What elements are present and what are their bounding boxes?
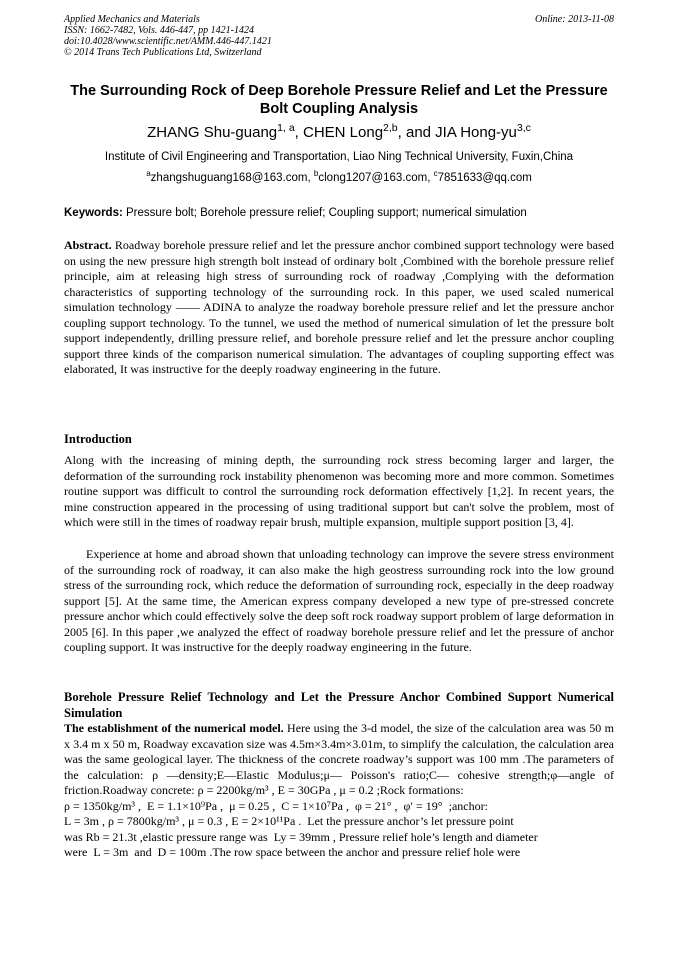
email-b-marker: b	[313, 169, 319, 179]
author-2: , CHEN Long	[294, 124, 384, 141]
issn: ISSN: 1662-7482, Vols. 446-447, pp 1421-1424	[64, 25, 254, 36]
copyright: © 2014 Trans Tech Publications Ltd, Switzerland	[64, 47, 262, 58]
intro-paragraph-1: Along with the increasing of mining depth, the surrounding rock stress becoming larger and larger, the deformation of the surrounding rock instability phenomenon was becoming more and more common. Sometimes routine support was difficult to control the surrounding rock deformation effectively [1,2]. In recent years, the mine construction appeared in the processing of using traditional support but can't solve the problem, most of which were still in the times of roadway repair brush, multiple expansion, multiple support position [3, 4].	[64, 453, 614, 529]
email-a: zhangshuguang168@163.com,	[150, 172, 314, 184]
keywords-text: Pressure bolt; Borehole pressure relief; Coupling support; numerical simulation	[122, 207, 527, 219]
paper-title: The Surrounding Rock of Deep Borehole Pressure Relief and Let the Pressure Bolt Coupling Analysis	[70, 83, 608, 117]
email-c-marker: c	[433, 169, 438, 179]
section-heading-simulation: Borehole Pressure Relief Technology and Let the Pressure Anchor Combined Support Numerical Simulation	[64, 690, 614, 720]
author-3: , and JIA Hong-yu	[397, 124, 517, 141]
author-2-affil: 2,b	[383, 122, 398, 134]
email-a-marker: a	[146, 169, 151, 179]
anchor-parameters-line: L = 3m , ρ = 7800kg/m³ , μ = 0.3 , E = 2×10¹¹Pa . Let the pressure anchor’s let pressure point	[64, 814, 514, 828]
abstract	[64, 238, 614, 378]
establish-text: Here using the 3-d model, the size of the calculation area was 50 m x 3.4 m x 50 m, Roadway excavation size was 4.5m×3.4m×3.01m, to simplify the calculation, the calculation area was the same geological layer. The thickness of the concrete roadway’s support was 100 mm .The parameters of the calculation: ρ —density;E—Elastic Modulus;μ— Poisson's ratio;C— cohesive strength;φ—angle of friction.Roadway concrete: ρ = 2200kg/m³ , E = 30GPa , μ = 0.2 ;Rock formations:	[64, 721, 614, 797]
author-1-affil: 1, a	[277, 122, 295, 134]
email-c: 7851633@qq.com	[437, 172, 532, 184]
establish-label: The establishment of the numerical model.	[64, 721, 284, 735]
abstract-label: Abstract.	[64, 238, 112, 252]
section-heading-introduction: Introduction	[64, 432, 132, 446]
online-date: Online: 2013-11-08	[535, 14, 614, 25]
journal-header	[64, 14, 272, 58]
keywords-label: Keywords:	[64, 207, 123, 219]
email-list	[64, 171, 614, 185]
doi: doi:10.4028/www.scientific.net/AMM.446-447.1421	[64, 36, 272, 47]
author-1: ZHANG Shu-guang	[147, 124, 278, 141]
keywords	[64, 206, 614, 220]
email-b: clong1207@163.com,	[318, 172, 434, 184]
author-3-affil: 3,c	[516, 122, 531, 134]
intro-paragraph-2: Experience at home and abroad shown that unloading technology can improve the severe stress environment of the surrounding rock of roadway, it can also make the high geostress surrounding rock into the low ground stress of the surrounding rock, which reduce the deformation of surrounding rock, especially in the deep roadway support [5]. At the same time, the American express company developed a new type of pre-stressed concrete pressure anchor which could effectively solve the deep soft rock roadway support problem of large deformation in 2005 [6]. In this paper ,we analyzed the effect of roadway borehole pressure relief and let the pressure of anchor coupling support. It was instructive for the deeply roadway engineering in the future.	[64, 547, 614, 654]
model-establishment-paragraph	[64, 721, 614, 861]
hole-parameters-line: were L = 3m and D = 100m .The row space between the anchor and pressure relief hole were	[64, 845, 521, 859]
abstract-text: Roadway borehole pressure relief and let the pressure anchor combined support technology were based on using the new pressure high strength bolt instead of ordinary bolt ,Combined with the borehole pressure relief principle, aim at releasing high stress of surrounding rock of roadway ,Complying with the deformation characteristics of supporting technology of the surrounding rock. In this paper, we used scaled numerical simulation technology —— ADINA to analyze the roadway borehole pressure relief and let the pressure anchor coupling support technology. To the tunnel, we used the method of numerical simulation of let the pressure bolt support independently, drilling pressure relief, and borehole pressure relief and let the pressure anchor coupling support three kinds of the comparison numerical simulation. The advantages of coupling supporting effect was elaborated, It was instructive for the deeply roadway engineering in the future.	[64, 238, 614, 376]
journal-name: Applied Mechanics and Materials	[64, 14, 200, 25]
author-list	[64, 124, 614, 142]
rock-parameters-line: ρ = 1350kg/m³ , E = 1.1×10⁹Pa , μ = 0.25 , C = 1×10⁷Pa , φ = 21° , φ′ = 19° ;anchor:	[64, 798, 488, 813]
affiliation: Institute of Civil Engineering and Transportation, Liao Ning Technical University, Fuxin,China	[104, 151, 574, 163]
pressure-point-line: was Rb = 21.3t ,elastic pressure range was Ly = 39mm , Pressure relief hole’s length and diameter	[64, 829, 538, 844]
